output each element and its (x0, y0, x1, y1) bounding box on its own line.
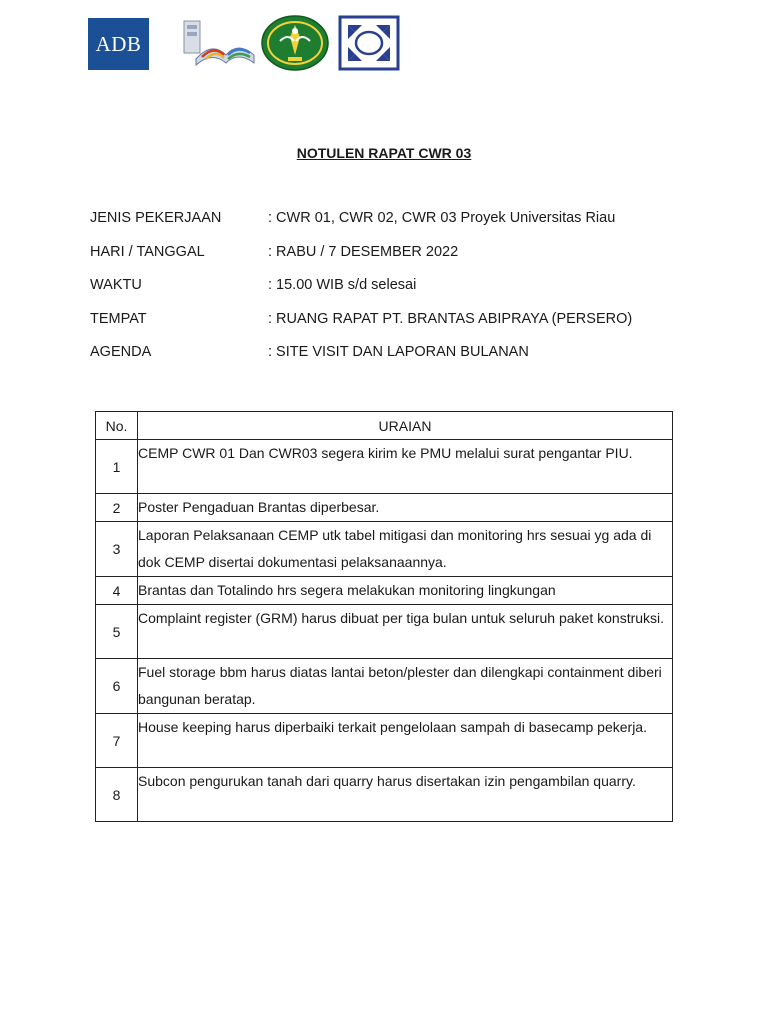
info-value: : SITE VISIT DAN LAPORAN BULANAN (268, 344, 529, 360)
adb-logo (88, 18, 149, 70)
table-row (96, 440, 673, 494)
adb-logo-text: ADB (95, 31, 142, 56)
info-value: : CWR 01, CWR 02, CWR 03 Proyek Universitas Riau (268, 210, 616, 226)
table-row (96, 605, 673, 659)
row-description: Laporan Pelaksanaan CEMP utk tabel mitigasi dan monitoring hrs sesuai yg ada di dok CEMP disertai dokumentasi pelaksanaannya. (138, 522, 673, 577)
table-row (96, 522, 673, 577)
row-description: Poster Pengaduan Brantas diperbesar. (138, 494, 673, 522)
row-number: 3 (96, 522, 138, 577)
info-row-tempat (90, 311, 710, 345)
meeting-info (90, 210, 710, 378)
table-header-row (96, 412, 673, 440)
info-value: : 15.00 WIB s/d selesai (268, 277, 417, 293)
table-row (96, 577, 673, 605)
table-row (96, 494, 673, 522)
row-description: CEMP CWR 01 Dan CWR03 segera kirim ke PMU melalui surat pengantar PIU. (138, 440, 673, 494)
info-row-waktu (90, 277, 710, 311)
row-description: Complaint register (GRM) harus dibuat per tiga bulan untuk seluruh paket konstruksi. (138, 605, 673, 659)
info-label: JENIS PEKERJAAN (90, 210, 222, 226)
table-row (96, 768, 673, 822)
info-label: HARI / TANGGAL (90, 243, 205, 260)
info-label: TEMPAT (90, 310, 147, 327)
info-row-jenis-pekerjaan (90, 210, 710, 244)
row-number: 2 (96, 494, 138, 522)
row-description: House keeping harus diperbaiki terkait pengelolaan sampah di basecamp pekerja. (138, 714, 673, 768)
info-row-hari-tanggal (90, 244, 710, 278)
table-row (96, 714, 673, 768)
info-label: AGENDA (90, 344, 152, 360)
row-number: 7 (96, 714, 138, 768)
row-number: 1 (96, 440, 138, 494)
row-description: Brantas dan Totalindo hrs segera melakukan monitoring lingkungan (138, 577, 673, 605)
document-title: NOTULEN RAPAT CWR 03 (296, 145, 472, 161)
university-seal-icon (260, 15, 330, 71)
header-uraian: URAIAN (138, 412, 673, 440)
info-row-agenda (90, 344, 710, 378)
row-number: 6 (96, 659, 138, 714)
info-value: : RUANG RAPAT PT. BRANTAS ABIPRAYA (PERSERO) (268, 310, 633, 327)
info-value: : RABU / 7 DESEMBER 2022 (268, 243, 459, 260)
minutes-table (95, 411, 673, 822)
row-number: 5 (96, 605, 138, 659)
info-label: WAKTU (90, 277, 142, 293)
row-description: Subcon pengurukan tanah dari quarry harus disertakan izin pengambilan quarry. (138, 768, 673, 822)
square-frame-logo-icon (338, 15, 400, 71)
table-row (96, 659, 673, 714)
row-number: 4 (96, 577, 138, 605)
open-book-logo-icon (178, 15, 258, 71)
header-no: No. (96, 412, 138, 440)
row-number: 8 (96, 768, 138, 822)
row-description: Fuel storage bbm harus diatas lantai beton/plester dan dilengkapi containment diberi bangunan beratap. (138, 659, 673, 714)
